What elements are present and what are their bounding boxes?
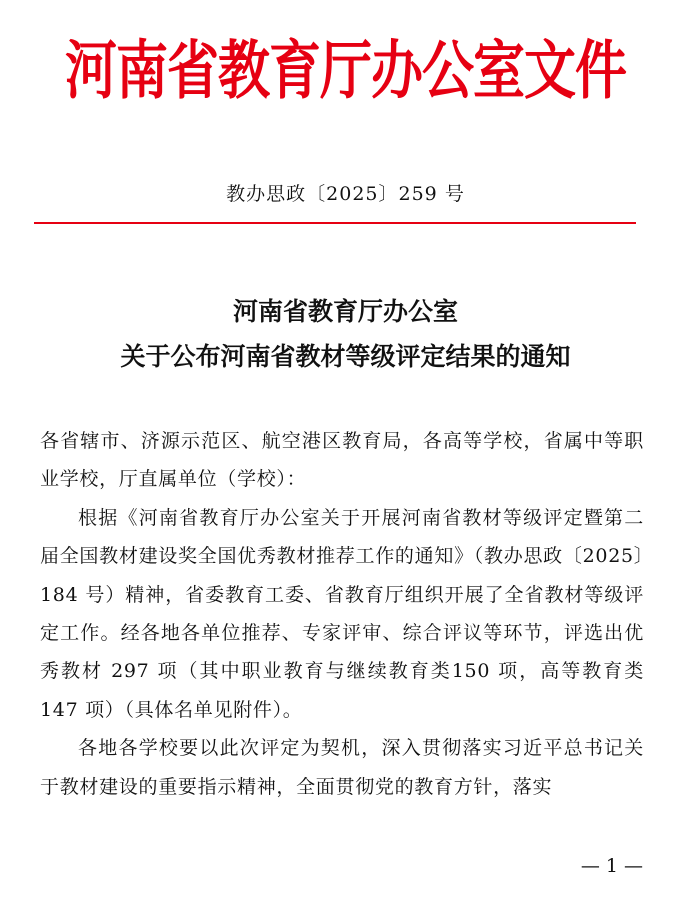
- document-body: [40, 422, 644, 806]
- document-number: 教办思政〔2025〕259 号: [226, 183, 465, 205]
- page-number: — 1 —: [580, 855, 643, 877]
- document-masthead: 河南省教育厅办公室文件: [64, 35, 626, 109]
- salutation: 各省辖市、济源示范区、航空港区教育局，各高等学校，省属中等职业学校，厅直属单位（学校）：: [40, 430, 644, 491]
- document-title-line-2: 关于公布河南省教材等级评定结果的通知: [120, 342, 571, 371]
- red-separator-line: [34, 222, 636, 224]
- body-paragraph-1: 根据《河南省教育厅办公室关于开展河南省教材等级评定暨第二届全国教材建设奖全国优秀教材推荐工作的通知》（教办思政〔2025〕184 号）精神，省委教育工委、省教育厅组织开展了全省教材等级评定工作。经各地各单位推荐、专家评审、综合评议等环节，评选出优秀教材 297 项（其中职业教育与继续教育类150 项，高等教育类 147 项）（具体名单见附件）。: [40, 506, 644, 721]
- document-title-line-1: 河南省教育厅办公室: [232, 297, 458, 326]
- body-paragraph-2: 各地各学校要以此次评定为契机，深入贯彻落实习近平总书记关于教材建设的重要指示精神，全面贯彻党的教育方针，落实: [40, 737, 644, 798]
